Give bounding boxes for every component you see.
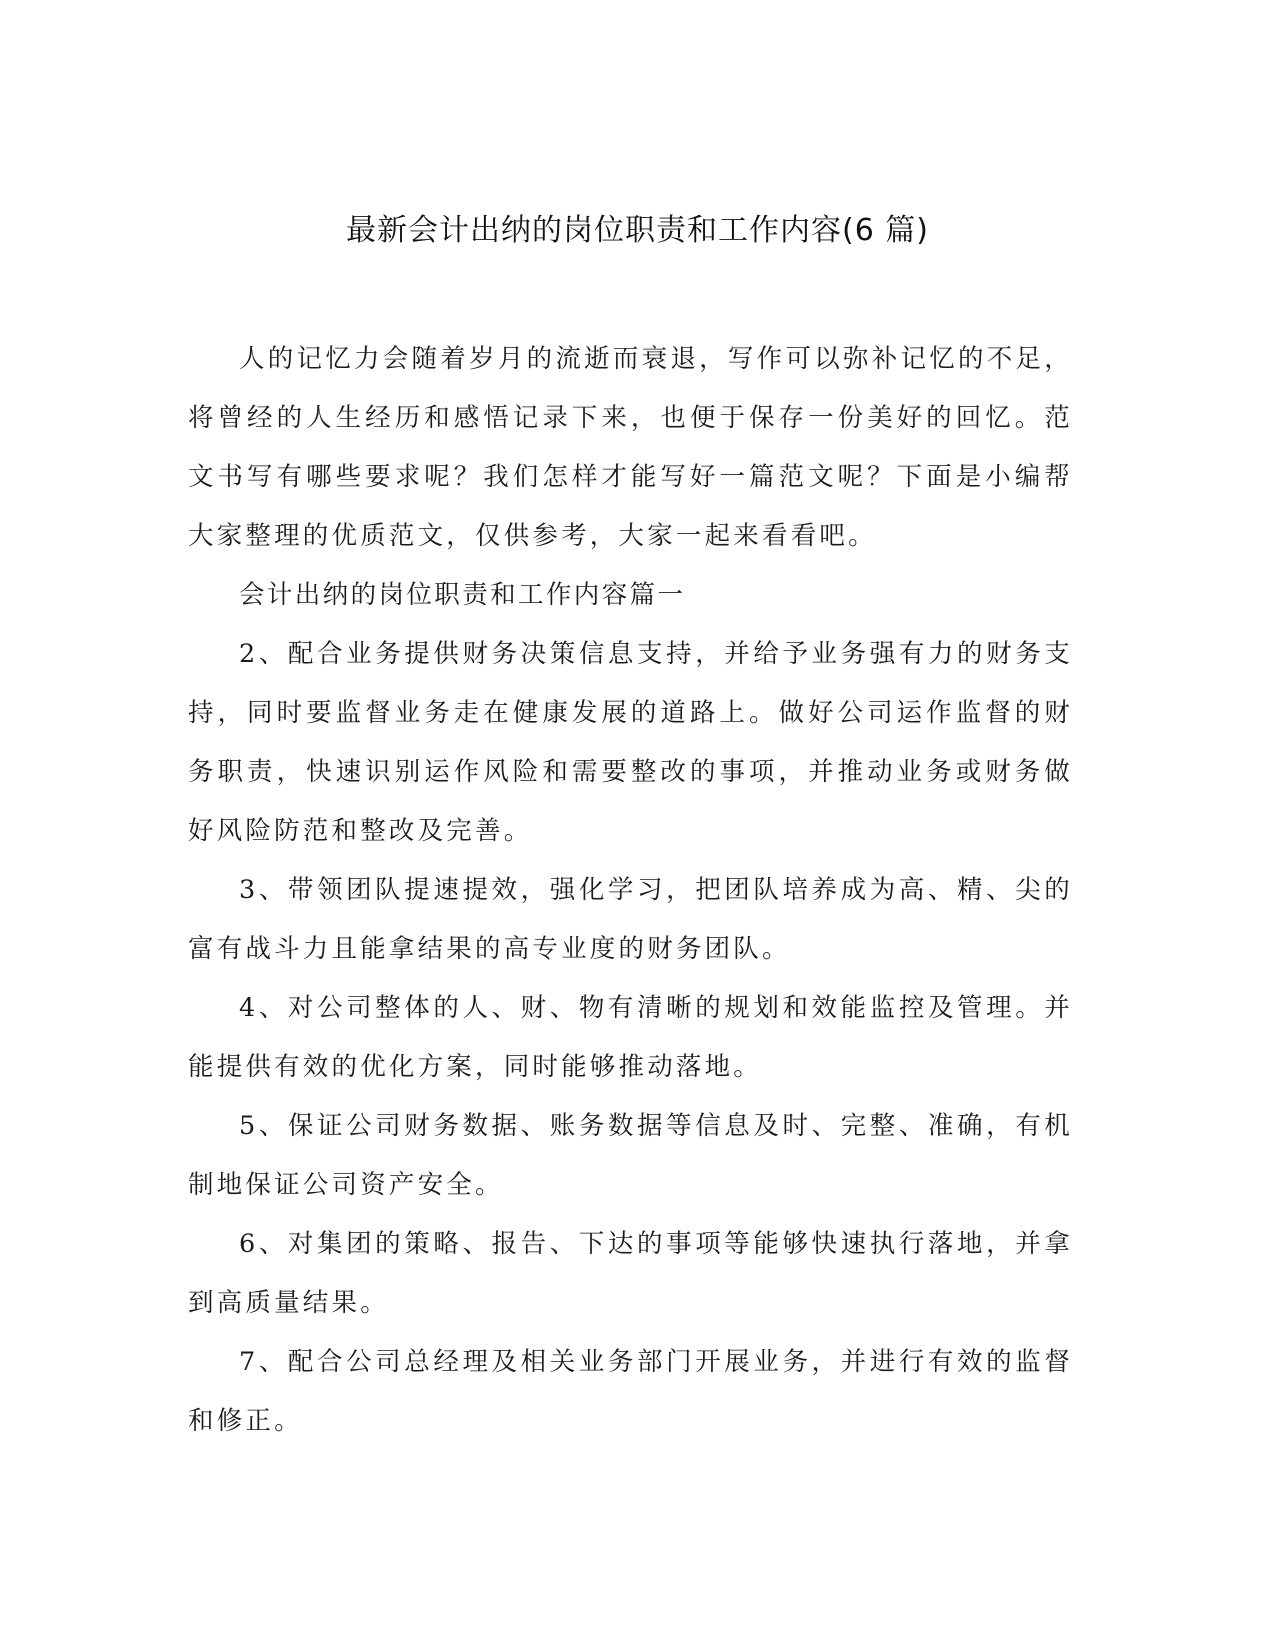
- duty-item-4: 4、对公司整体的人、财、物有清晰的规划和效能监控及管理。并能提供有效的优化方案，同时能够推动落地。: [188, 993, 1073, 1082]
- intro-paragraph: 人的记忆力会随着岁月的流逝而衰退，写作可以弥补记忆的不足，将曾经的人生经历和感悟记录下来，也便于保存一份美好的回忆。范文书写有哪些要求呢？我们怎样才能写好一篇范文呢？下面是小编帮大家整理的优质范文，仅供参考，大家一起来看看吧。: [188, 344, 1073, 551]
- duty-item-7: 7、配合公司总经理及相关业务部门开展业务，并进行有效的监督和修正。: [188, 1347, 1073, 1436]
- duty-item-5: 5、保证公司财务数据、账务数据等信息及时、完整、准确，有机制地保证公司资产安全。: [188, 1111, 1073, 1200]
- duty-item-2: 2、配合业务提供财务决策信息支持，并给予业务强有力的财务支持，同时要监督业务走在健康发展的道路上。做好公司运作监督的财务职责，快速识别运作风险和需要整改的事项，并推动业务或财务做好风险防范和整改及完善。: [188, 639, 1073, 846]
- document-title: 最新会计出纳的岗位职责和工作内容(6 篇): [345, 213, 930, 248]
- duty-item-6: 6、对集团的策略、报告、下达的事项等能够快速执行落地，并拿到高质量结果。: [188, 1229, 1073, 1318]
- document-body: [188, 330, 1073, 1451]
- section-heading: 会计出纳的岗位职责和工作内容篇一: [239, 580, 686, 610]
- duty-item-3: 3、带领团队提速提效，强化学习，把团队培养成为高、精、尖的富有战斗力且能拿结果的高专业度的财务团队。: [188, 875, 1073, 964]
